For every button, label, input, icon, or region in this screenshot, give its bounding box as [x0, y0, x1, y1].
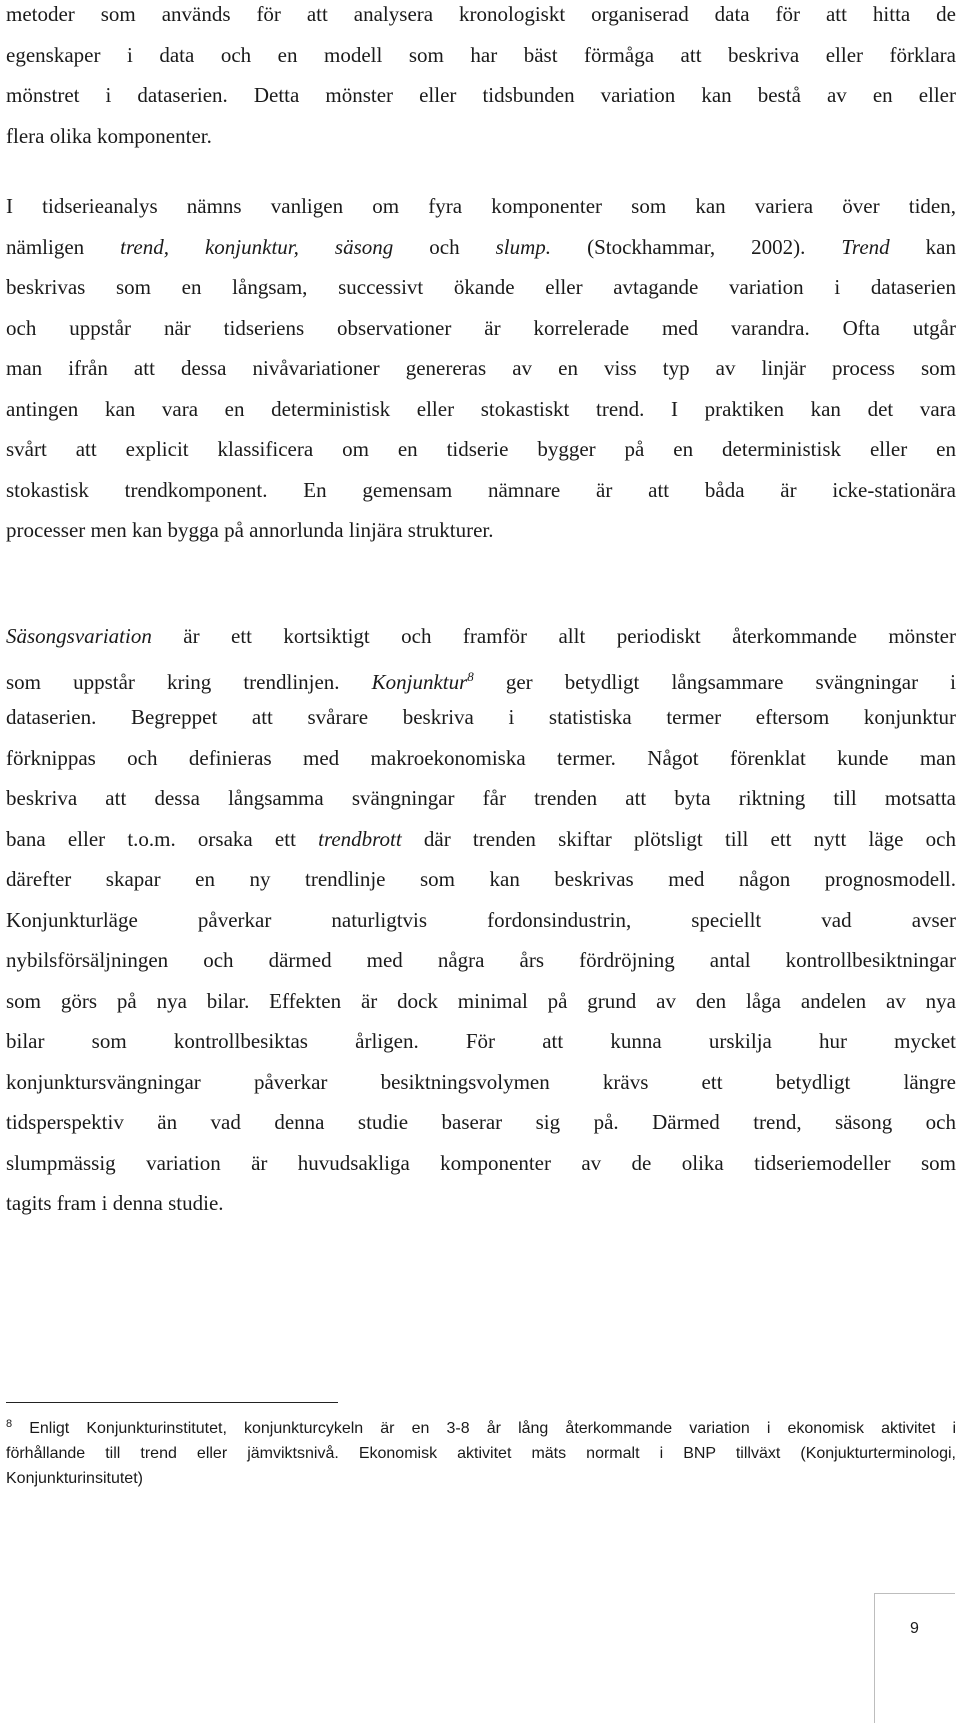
text-line: flera olika komponenter.	[6, 123, 212, 148]
text-run: och	[393, 234, 496, 259]
italic-term: slump.	[495, 234, 552, 259]
text-run: ger betydligt långsammare svängningar i	[473, 669, 956, 694]
text-line: beskrivas som en långsam, successivt ökande eller avtagande variation i dataserien	[6, 275, 956, 299]
text-line	[6, 227, 956, 268]
text-line: mönstret i dataserien. Detta mönster eller tidsbunden variation kan bestå av en eller	[6, 83, 956, 107]
text-line: tidsperspektiv än vad denna studie baserar sig på. Därmed trend, säsong och	[6, 1110, 956, 1134]
italic-term: Säsongsvariation	[6, 624, 152, 648]
italic-term: trendbrott	[318, 826, 402, 851]
text-line	[6, 616, 956, 657]
text-line: bilar som kontrollbesiktas årligen. För att kunna urskilja hur mycket	[6, 1029, 956, 1053]
text-line: tagits fram i denna studie.	[6, 1191, 224, 1215]
page-number: 9	[910, 1620, 919, 1637]
text-line: nybilsförsäljningen och därmed med några års fördröjning antal kontrollbesiktningar	[6, 948, 956, 972]
paragraph-intro-continuation	[6, 0, 956, 156]
text-line: metoder som används för att analysera kronologiskt organiserad data för att hitta de	[6, 2, 956, 26]
text-run: nämligen	[6, 234, 121, 259]
italic-term: Konjunktur	[371, 669, 468, 694]
italic-term: Trend	[841, 234, 890, 259]
footnote-line	[6, 1412, 956, 1441]
text-line: och uppstår när tidseriens observationer är korrelerade med varandra. Ofta utgår	[6, 315, 956, 340]
italic-term: trend, konjunktur, säsong	[120, 234, 394, 259]
text-line: antingen kan vara en deterministisk eller stokastiskt trend. I praktiken kan det vara	[6, 396, 956, 421]
page-number-frame	[874, 1593, 955, 1723]
text-run: är ett kortsiktigt och framför allt periodiskt återkommande mönster	[151, 624, 956, 648]
text-line	[6, 657, 956, 698]
text-run: som uppstår kring trendlinjen.	[6, 669, 372, 694]
text-line: Konjunkturläge påverkar naturligtvis fordonsindustrin, speciellt vad avser	[6, 907, 956, 932]
text-run: bana eller t.o.m. orsaka ett	[6, 826, 319, 851]
text-line: processer men kan bygga på annorlunda linjära strukturer.	[6, 518, 494, 542]
text-run: där trenden skiftar plötsligt till ett nytt läge och	[401, 826, 956, 851]
citation: (Stockhammar, 2002).	[551, 234, 842, 259]
text-run: Enligt Konjunkturinstitutet, konjunkturcykeln är en 3-8 år lång återkommande variation i ekonomisk aktivitet i	[12, 1420, 956, 1437]
footnote-line: Konjunkturinsitutet)	[6, 1470, 143, 1487]
text-line: egenskaper i data och en modell som har bäst förmåga att beskriva eller förklara	[6, 42, 956, 67]
text-line: konjunktursvängningar påverkar besiktningsvolymen krävs ett betydligt längre	[6, 1069, 956, 1094]
text-line: som görs på nya bilar. Effekten är dock minimal på grund av den låga andelen av nya	[6, 988, 956, 1013]
text-line: svårt att explicit klassificera om en tidserie bygger på en deterministisk eller en	[6, 437, 956, 461]
text-line: stokastisk trendkomponent. En gemensam nämnare är att båda är icke-stationära	[6, 477, 956, 502]
text-run: kan	[889, 234, 956, 259]
text-line: slumpmässig variation är huvudsakliga komponenter av de olika tidseriemodeller som	[6, 1150, 956, 1175]
paragraph-components	[6, 186, 956, 551]
text-line: dataserien. Begreppet att svårare beskriva i statistiska termer eftersom konjunktur	[6, 705, 956, 729]
text-line: I tidserieanalys nämns vanligen om fyra komponenter som kan variera över tiden,	[6, 194, 956, 218]
text-line: beskriva att dessa långsamma svängningar får trenden att byta riktning till motsatta	[6, 786, 956, 810]
text-line: förknippas och definieras med makroekonomiska termer. Något förenklat kunde man	[6, 745, 956, 770]
text-line	[6, 819, 956, 860]
text-line: därefter skapar en ny trendlinje som kan beskrivas med någon prognosmodell.	[6, 867, 956, 891]
paragraph-seasonality	[6, 616, 956, 1224]
footnote-marker: 8	[6, 1418, 13, 1430]
footnote-line: förhållande till trend eller jämviktsnivå. Ekonomisk aktivitet mäts normalt i BNP tillväxt (Konjukturterminologi,	[6, 1445, 956, 1462]
text-line: man ifrån att dessa nivåvariationer genereras av en viss typ av linjär process som	[6, 356, 956, 380]
footnote	[6, 1412, 956, 1491]
footnote-reference[interactable]: 8	[467, 668, 474, 684]
footnote-separator	[6, 1402, 338, 1403]
